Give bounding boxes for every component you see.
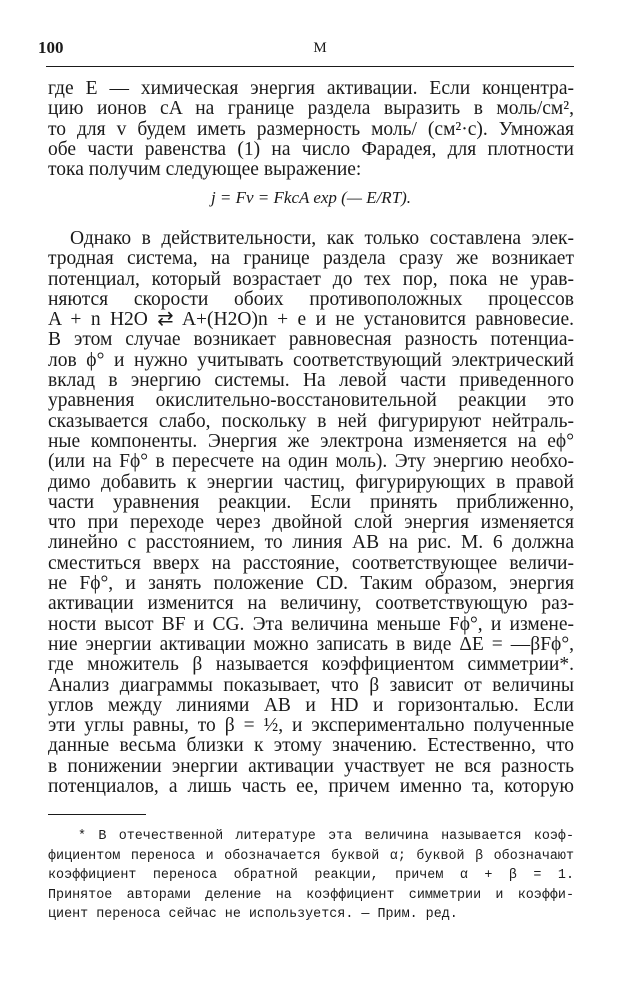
header-rule [46, 66, 574, 67]
text-line: Однако в действительности, как только составлена элек- [70, 228, 574, 249]
text-line: лов ϕ° и нужно учитывать соответствующий электрический [48, 349, 574, 371]
text-line: сместиться вверх на расстояние, соответствующее величи- [48, 552, 574, 574]
formula: j = Fv = FkcA exp (— E/RT). [210, 188, 412, 207]
text-line: уравнения окислительно-восстановительной реакции это [48, 390, 574, 412]
footnote-rule [48, 814, 146, 815]
text-line: в понижении энергии активации участвует не вся разность [48, 755, 574, 777]
text-line: данные весьма близки к этому значению. Естественно, что [48, 735, 574, 757]
text-line: тродная система, на границе раздела сразу же возникает [48, 248, 574, 270]
text-line: то для v будем иметь размерность моль/ (см²·с). Умножая [48, 118, 574, 140]
text-line: где множитель β называется коэффициентом симметрии*. [48, 654, 574, 676]
footnote-line: фициентом переноса и обозначается буквой α; буквой β обозначают [48, 848, 574, 864]
text-line: A + n H2O ⇄ A+(H2O)n + e и не установится равновесие. [48, 309, 574, 331]
footnote-line: * В отечественной литературе эта величина называется коэф- [78, 829, 574, 844]
text-line: обе части равенства (1) на число Фарадея, для плотности [48, 138, 574, 160]
text-line: ные компоненты. Энергия же электрона изменяется на eϕ° [48, 430, 574, 452]
text-line: эти углы равны, то β = ½, и экспериментально полученные [48, 715, 574, 737]
paragraph-1 [48, 79, 574, 180]
text-line: углов между линиями AB и HD и горизонталью. Если [48, 694, 574, 716]
text-line: няются скорости обоих противоположных процессов [48, 288, 574, 310]
text-line: (или на Fϕ° в пересчете на один моль). Эту энергию необхо- [48, 451, 574, 473]
text-line: части уравнения реакции. Если принять приближенно, [48, 491, 574, 513]
text-line: тока получим следующее выражение: [48, 159, 362, 181]
text-line: ности высот BF и CG. Эта величина меньше Fϕ°, и измене- [48, 613, 574, 635]
page-number: 100 [38, 38, 64, 57]
text-line: Анализ диаграммы показывает, что β зависит от величины [48, 674, 574, 696]
text-line: димо добавить к энергии частиц, фигурирующих в правой [48, 471, 574, 493]
footnote-line: Принятое авторами деление на коэффициент симметрии и коэффи- [48, 887, 574, 903]
text-line: не Fϕ°, и занять положение CD. Таким образом, энергия [48, 573, 574, 595]
text-line: ние энергии активации можно записать в виде ΔE = —βFϕ°, [48, 633, 574, 655]
text-line: линейно с расстоянием, то линия AB на рис. М. 6 должна [48, 532, 574, 554]
text-line: сказывается слабо, поскольку в ней фигурируют нейтраль- [48, 410, 574, 432]
text-line: цию ионов cA на границе раздела выразить в моль/см², [48, 98, 574, 120]
text-line: В этом случае возникает равновесная разность потенциа- [48, 329, 574, 351]
text-line: активации изменится на величину, соответствующую раз- [48, 593, 574, 615]
running-head: М [313, 40, 327, 56]
text-line: что при переходе через двойной слой энергия изменяется [48, 512, 574, 534]
text-line: потенциал, который возрастает до тех пор, пока не урав- [48, 268, 574, 290]
footnote-line: циент переноса сейчас не используется. — Прим. ред. [48, 907, 458, 923]
text-line: потенциалов, а лишь часть ее, причем именно та, которую [48, 776, 574, 798]
footnote [48, 827, 574, 925]
footnote-line: коэффициент переноса обратной реакции, причем α + β = 1. [48, 868, 574, 884]
text-line: где E — химическая энергия активации. Если концентра- [48, 78, 574, 99]
text-line: вклад в энергию системы. На левой части приведенного [48, 370, 574, 392]
paragraph-2 [48, 229, 574, 797]
